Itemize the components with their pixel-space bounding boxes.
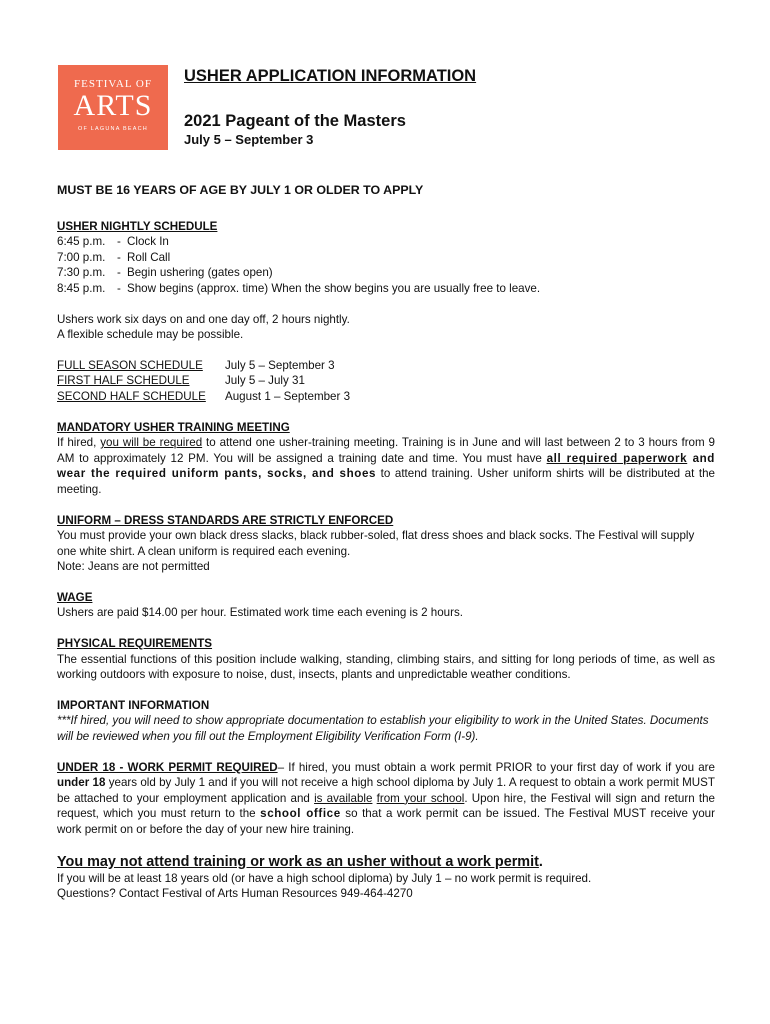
important-text: ***If hired, you will need to show appropriate documentation to establish your eligibility to work in the United States. Documents will be reviewed when you fill out the Employment Eligibility Verification Form (I-9). — [57, 714, 709, 744]
training-text-part: to attend one usher-training meeting. Training is in June and will last between 2 to 3 hours from 9 AM to approximately 12 PM. You will be assigned a training date and time. You must have — [57, 436, 715, 465]
training-required-emphasis: you will be required — [100, 436, 203, 450]
season-name: FIRST HALF SCHEDULE — [57, 374, 190, 388]
logo-line-1: FESTIVAL OF — [74, 78, 152, 90]
uniform-title: UNIFORM – DRESS STANDARDS ARE STRICTLY ENFORCED — [57, 513, 394, 527]
work-permit-school-office: school office — [260, 807, 341, 821]
schedule-separator: - — [117, 266, 121, 280]
schedule-time: 6:45 p.m. — [57, 235, 106, 249]
schedule-time: 7:00 p.m. — [57, 250, 106, 264]
nightly-schedule-title: USHER NIGHTLY SCHEDULE — [57, 219, 218, 233]
training-uniform-emphasis: and wear the required uniform pants, socks, and shoes — [57, 451, 715, 481]
season-dates: July 5 – September 3 — [225, 358, 335, 372]
uniform-section — [57, 513, 715, 575]
work-permit-from-school: from your school — [376, 791, 465, 805]
training-title: MANDATORY USHER TRAINING MEETING — [57, 420, 290, 434]
physical-section — [57, 636, 715, 683]
season-row — [57, 389, 350, 405]
logo-line-3: OF LAGUNA BEACH — [78, 126, 148, 132]
logo-line-2: ARTS — [73, 89, 153, 122]
schedule-description: Begin ushering (gates open) — [127, 266, 273, 280]
season-row — [57, 358, 350, 374]
work-permit-section — [57, 760, 715, 838]
nightly-schedule-table — [57, 234, 540, 296]
season-schedule-table — [57, 358, 350, 405]
schedule-separator: - — [117, 235, 121, 249]
age-requirement: MUST BE 16 YEARS OF AGE BY JULY 1 OR OLDER TO APPLY — [57, 183, 424, 197]
final-section — [57, 853, 715, 902]
work-permit-title: UNDER 18 - WORK PERMIT REQUIRED — [57, 760, 278, 774]
final-headline — [57, 853, 715, 871]
season-name: FULL SEASON SCHEDULE — [57, 358, 203, 372]
document-title: USHER APPLICATION INFORMATION — [184, 67, 477, 85]
work-permit-text-part: so that a work permit can be issued. The Festival MUST receive your work permit on or before the day of your new hire training. — [57, 807, 715, 836]
schedule-row — [57, 265, 540, 281]
uniform-text: You must provide your own black dress slacks, black rubber-soled, flat dress shoes and black socks. The Festival will supply one white shirt. A clean uniform is required each evening. — [57, 529, 695, 558]
season-dates: July 5 – July 31 — [225, 374, 305, 388]
final-line-2: Questions? Contact Festival of Arts Human Resources 949-464-4270 — [57, 887, 413, 901]
uniform-note: Note: Jeans are not permitted — [57, 560, 210, 574]
schedule-row — [57, 234, 540, 250]
schedule-separator: - — [117, 281, 121, 295]
physical-title: PHYSICAL REQUIREMENTS — [57, 637, 213, 651]
important-title: IMPORTANT INFORMATION — [57, 698, 210, 712]
physical-text: The essential functions of this position include walking, standing, climbing stairs, and sitting for long periods of time, as well as working outdoors with exposure to noise, dust, insects, plants and unpredictable weather conditions. — [57, 652, 715, 682]
schedule-row — [57, 250, 540, 266]
schedule-description: Clock In — [127, 235, 169, 249]
work-permit-under-18: under 18 — [57, 776, 106, 790]
wage-text: Ushers are paid $14.00 per hour. Estimated work time each evening is 2 hours. — [57, 606, 464, 620]
schedule-row — [57, 281, 540, 297]
work-permit-text-part: – If hired, you must obtain a work permit PRIOR to your first day of work if you are — [277, 760, 715, 774]
work-days-section — [57, 312, 715, 343]
work-permit-text-part: years old by July 1 and if you will not receive a high school diploma by July 1. A request to obtain a work permit MUST be attached to your employment application and — [57, 776, 715, 805]
work-permit-text — [57, 760, 715, 838]
wage-title: WAGE — [57, 590, 93, 604]
season-dates: August 1 – September 3 — [225, 389, 351, 403]
schedule-description: Roll Call — [127, 250, 171, 264]
important-section — [57, 698, 715, 745]
work-permit-available: is available — [314, 791, 373, 805]
schedule-time: 7:30 p.m. — [57, 266, 106, 280]
document-body — [57, 183, 715, 902]
final-headline-period: . — [538, 853, 543, 870]
season-row — [57, 373, 350, 389]
work-days-line-1: Ushers work six days on and one day off, 2 hours nightly. — [57, 312, 350, 326]
festival-of-arts-logo — [58, 65, 168, 150]
season-schedules-section — [57, 358, 715, 405]
final-line-1: If you will be at least 18 years old (or have a high school diploma) by July 1 – no work permit is required. — [57, 871, 592, 885]
schedule-description: Show begins (approx. time) When the show begins you are usually free to leave. — [127, 281, 541, 295]
schedule-time: 8:45 p.m. — [57, 281, 106, 295]
event-name: 2021 Pageant of the Masters — [184, 112, 406, 130]
season-name: SECOND HALF SCHEDULE — [57, 389, 206, 403]
training-text — [57, 435, 715, 497]
training-text-part: If hired, — [57, 436, 101, 450]
training-text-part: to attend training. Usher uniform shirts will be distributed at the meeting. — [57, 467, 716, 496]
event-dates: July 5 – September 3 — [184, 132, 314, 147]
schedule-separator: - — [117, 250, 121, 264]
training-section — [57, 420, 715, 498]
nightly-schedule-section — [57, 219, 715, 297]
training-paperwork-emphasis: all required paperwork — [546, 451, 688, 465]
wage-section — [57, 590, 715, 621]
work-permit-text-part: . Upon hire, the Festival will sign and return the request, which you must return to the — [57, 791, 715, 821]
final-headline-text: You may not attend training or work as an usher without a work permit — [57, 853, 539, 870]
work-days-line-2: A flexible schedule may be possible. — [57, 328, 244, 342]
